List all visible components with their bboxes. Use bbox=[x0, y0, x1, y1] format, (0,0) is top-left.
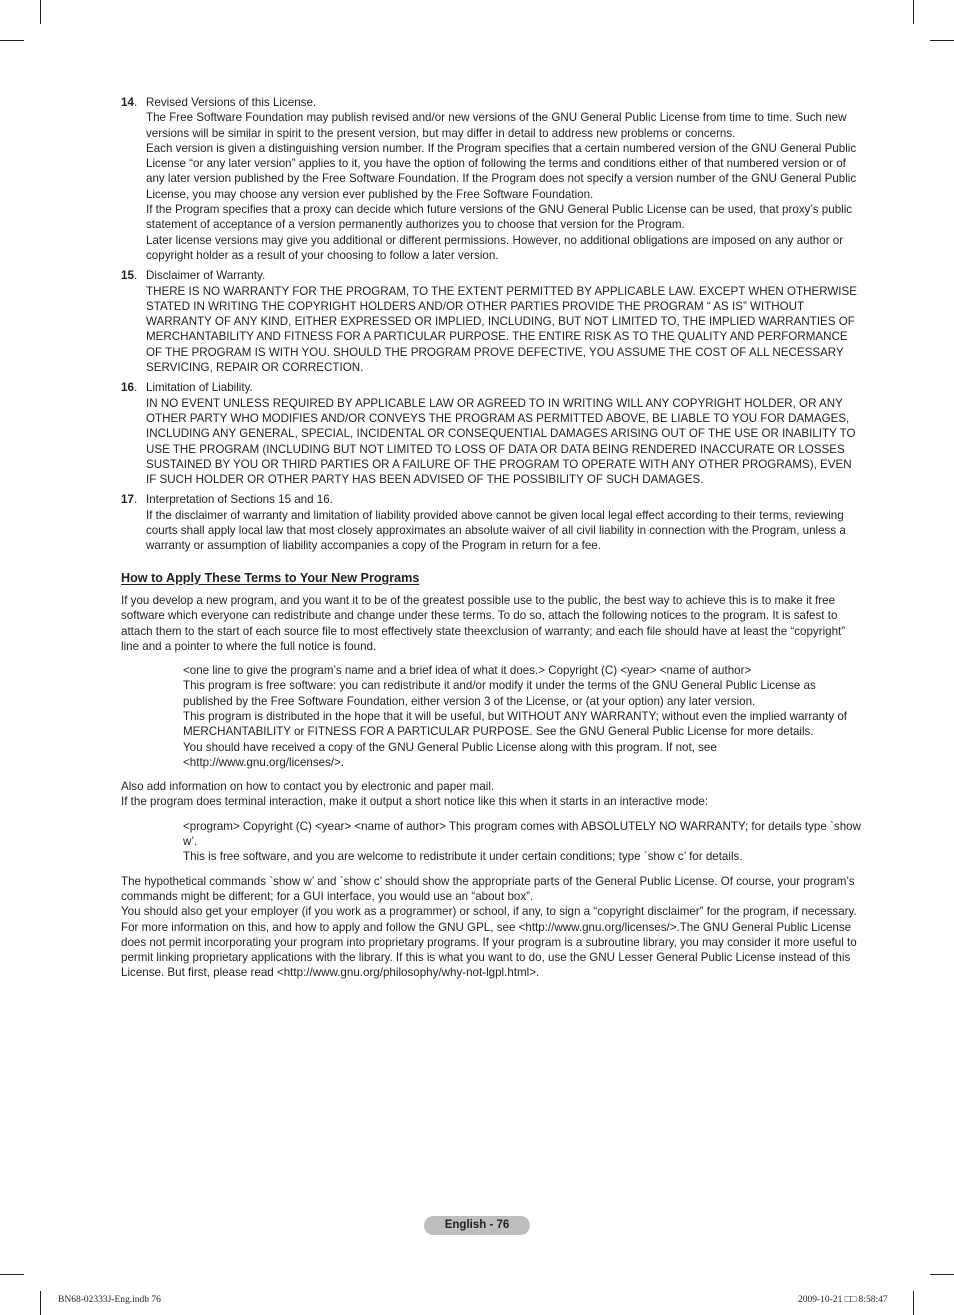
contact-info-text bbox=[121, 779, 861, 810]
paragraph: You should have received a copy of the GNU General Public License along with this program. If not, see <http://www.gnu.org/licenses/>. bbox=[183, 740, 717, 769]
section-16 bbox=[121, 380, 861, 487]
section-number-dot: . bbox=[134, 493, 138, 507]
crop-mark bbox=[40, 1291, 41, 1315]
section-number: 14 bbox=[121, 96, 134, 109]
section-number: 16 bbox=[121, 381, 134, 395]
how-to-apply-intro bbox=[121, 593, 861, 654]
paragraph: This program is free software: you can redistribute it and/or modify it under the terms of the GNU General Public License as published by the Free Software Foundation, either version 3 of the License, or (at your option) any later version. bbox=[183, 679, 816, 708]
paragraph: The hypothetical commands `show w’ and `show c’ should show the appropriate parts of the General Public License. Of course, your program’s commands might be different; for a GUI interface, you would use an “about box”. bbox=[121, 874, 855, 903]
footer-file-name: BN68-02333J-Eng.indb 76 bbox=[58, 1295, 161, 1305]
section-paragraph: If the Program specifies that a proxy can decide which future versions of the GNU General Public License can be used, that proxy’s public statement of acceptance of a version permanently authorizes you to choose that version for the Program. bbox=[146, 203, 853, 232]
paragraph: If you develop a new program, and you want it to be of the greatest possible use to the public, the best way to achieve this is to make it free software which everyone can redistribute and change under these terms. To do so, attach the following notices to the program. It is safest to attach them to the start of each source file to most effectively state theexclusion of warranty; and each file should have at least the “copyright” line and a pointer to where the full notice is found. bbox=[121, 593, 846, 653]
crop-mark bbox=[0, 40, 24, 41]
document-body bbox=[121, 95, 861, 990]
section-paragraph: The Free Software Foundation may publish revised and/or new versions of the GNU General Public License from time to time. Such new versions will be similar in spirit to the present version, but may differ in detail to address new problems or concerns. bbox=[146, 111, 847, 140]
interactive-notice-template bbox=[121, 819, 861, 865]
section-paragraph: IN NO EVENT UNLESS REQUIRED BY APPLICABLE LAW OR AGREED TO IN WRITING WILL ANY COPYRIGHT HOLDER, OR ANY OTHER PARTY WHO MODIFIES AND/OR CONVEYS THE PROGRAM AS PERMITTED ABOVE, BE LIABLE TO YOU FOR DAMAGES, INCLUDING ANY GENERAL, SPECIAL, INCIDENTAL OR CONSEQUENTIAL DAMAGES ARISING OUT OF THE USE OR INABILITY TO USE THE PROGRAM (INCLUDING BUT NOT LIMITED TO LOSS OF DATA OR DATA BEING RENDERED INACCURATE OR LOSSES SUSTAINED BY YOU OR THIRD PARTIES OR A FAILURE OF THE PROGRAM TO OPERATE WITH ANY OTHER PROGRAMS), EVEN IF SUCH HOLDER OR OTHER PARTY HAS BEEN ADVISED OF THE POSSIBILITY OF SUCH DAMAGES. bbox=[146, 396, 856, 487]
section-number-dot: . bbox=[134, 96, 138, 109]
crop-mark bbox=[913, 0, 914, 24]
section-number: 15 bbox=[121, 269, 134, 283]
paragraph: <one line to give the program’s name and a brief idea of what it does.> Copyright (C) <year> <name of author> bbox=[183, 664, 752, 678]
section-number-dot: . bbox=[134, 381, 138, 395]
paragraph: Also add information on how to contact you by electronic and paper mail. bbox=[121, 780, 495, 794]
crop-mark bbox=[930, 40, 954, 41]
closing-text bbox=[121, 874, 861, 981]
paragraph: You should also get your employer (if you work as a programmer) or school, if any, to sign a “copyright disclaimer” for the program, if necessary. bbox=[121, 905, 857, 919]
section-paragraph: If the disclaimer of warranty and limitation of liability provided above cannot be given local legal effect according to their terms, reviewing courts shall apply local law that most closely approximates an absolute waiver of all civil liability in connection with the Program, unless a warranty or assumption of liability accompanies a copy of the Program in return for a fee. bbox=[146, 508, 846, 553]
paragraph: If the program does terminal interaction, make it output a short notice like this when it starts in an interactive mode: bbox=[121, 795, 709, 809]
license-sections bbox=[121, 95, 861, 554]
paragraph: This program is distributed in the hope that it will be useful, but WITHOUT ANY WARRANTY; without even the implied warranty of MERCHANTABILITY or FITNESS FOR A PARTICULAR PURPOSE. See the GNU General Public License for more details. bbox=[183, 709, 848, 739]
page-number-badge: English - 76 bbox=[424, 1216, 530, 1235]
section-15 bbox=[121, 268, 861, 375]
section-number: 17 bbox=[121, 493, 134, 507]
paragraph: For more information on this, and how to apply and follow the GNU GPL, see <http://www.gnu.org/licenses/>.The GNU General Public License does not permit incorporating your program into proprietary programs. If your program is a subroutine library, you may consider it more useful to permit linking proprietary applications with the library. If this is what you want to do, use the GNU Lesser General Public License instead of this License. But first, please read <http://www.gnu.org/philosophy/why-not-lgpl.html>. bbox=[121, 920, 857, 980]
paragraph: <program> Copyright (C) <year> <name of author> This program comes with ABSOLUTELY NO WARRANTY; for details type `show w’. bbox=[183, 819, 861, 849]
section-paragraph: Later license versions may give you additional or different permissions. However, no additional obligations are imposed on any author or copyright holder as a result of your choosing to follow a later version. bbox=[146, 233, 844, 262]
paragraph: This is free software, and you are welcome to redistribute it under certain conditions; type `show c’ for details. bbox=[183, 850, 743, 864]
section-17 bbox=[121, 492, 861, 553]
section-heading: Disclaimer of Warranty. bbox=[146, 269, 266, 283]
footer-timestamp: 2009-10-21 □□ 8:58:47 bbox=[798, 1295, 888, 1305]
crop-mark bbox=[913, 1291, 914, 1315]
section-heading: Interpretation of Sections 15 and 16. bbox=[146, 493, 333, 507]
section-paragraph: Each version is given a distinguishing version number. If the Program specifies that a certain numbered version of the GNU General Public License “or any later version” applies to it, you have the option of following the terms and conditions either of that numbered version or of any later version published by the Free Software Foundation. If the Program does not specify a version number of the GNU General Public License, you may choose any version ever published by the Free Software Foundation. bbox=[146, 141, 857, 201]
section-14 bbox=[121, 95, 861, 263]
license-notice-template bbox=[121, 663, 861, 770]
section-heading: Limitation of Liability. bbox=[146, 381, 253, 395]
section-paragraph: THERE IS NO WARRANTY FOR THE PROGRAM, TO THE EXTENT PERMITTED BY APPLICABLE LAW. EXCEPT WHEN OTHERWISE STATED IN WRITING THE COPYRIGHT HOLDERS AND/OR OTHER PARTIES PROVIDE THE PROGRAM “ AS IS” WITHOUT WARRANTY OF ANY KIND, EITHER EXPRESSED OR IMPLIED, INCLUDING, BUT NOT LIMITED TO, THE IMPLIED WARRANTIES OF MERCHANTABILITY AND FITNESS FOR A PARTICULAR PURPOSE. THE ENTIRE RISK AS TO THE QUALITY AND PERFORMANCE OF THE PROGRAM IS WITH YOU. SHOULD THE PROGRAM PROVE DEFECTIVE, YOU ASSUME THE COST OF ALL NECESSARY SERVICING, REPAIR OR CORRECTION. bbox=[146, 284, 857, 375]
crop-mark bbox=[930, 1274, 954, 1275]
crop-mark bbox=[0, 1274, 24, 1275]
section-number-dot: . bbox=[134, 269, 138, 283]
section-heading: Revised Versions of this License. bbox=[146, 96, 317, 109]
crop-mark bbox=[40, 0, 41, 24]
how-to-apply-title: How to Apply These Terms to Your New Programs bbox=[121, 570, 420, 585]
